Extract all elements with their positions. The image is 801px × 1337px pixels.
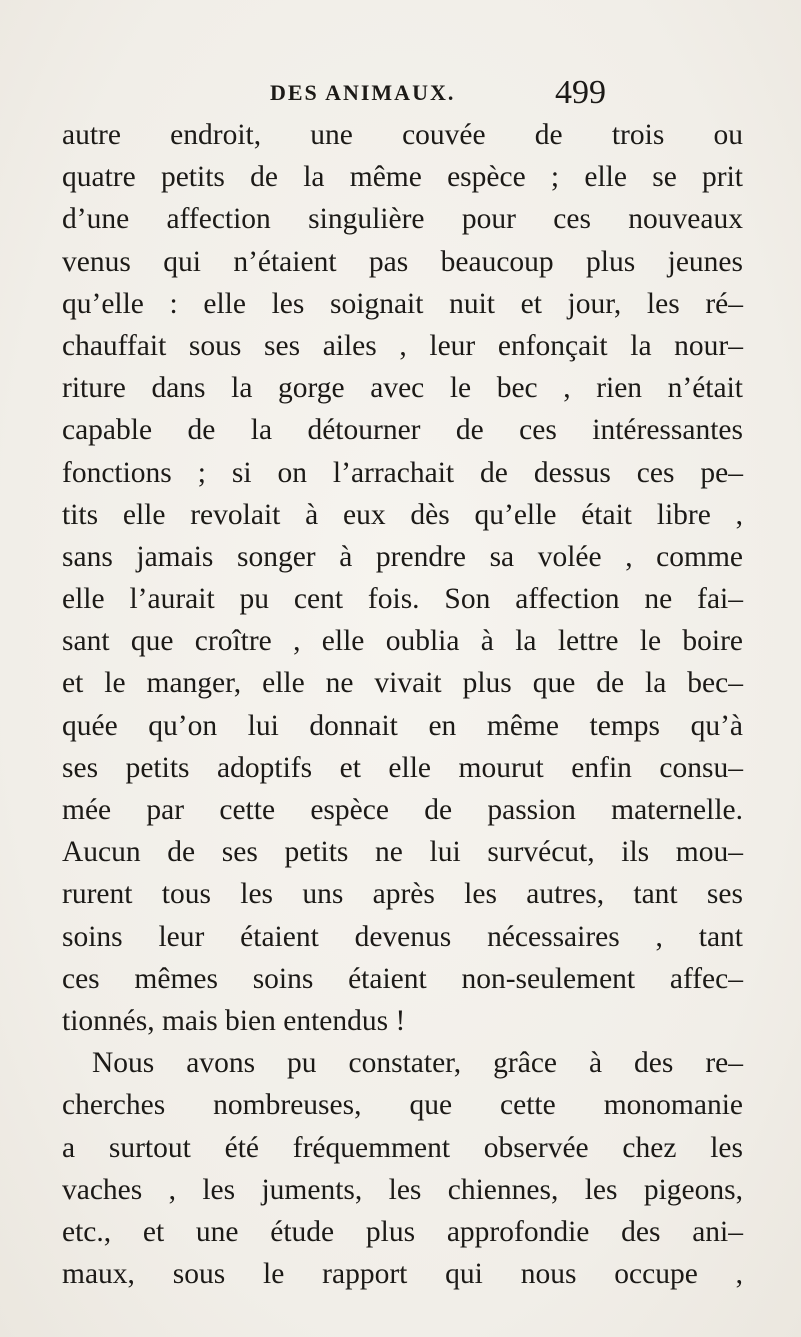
text-line: capable de la détourner de ces intéressantes <box>62 414 743 447</box>
text-line: a surtout été fréquemment observée chez les <box>62 1131 743 1164</box>
text-line: rurent tous les uns après les autres, tant ses <box>62 878 743 911</box>
running-head-title: DES ANIMAUX. <box>270 80 456 105</box>
text-line: ces mêmes soins étaient non-seulement affec– <box>62 962 743 995</box>
text-line: fonctions ; si on l’arrachait de dessus ces pe– <box>62 456 743 489</box>
text-line: cherches nombreuses, que cette monomanie <box>62 1089 743 1122</box>
text-line: venus qui n’étaient pas beaucoup plus jeunes <box>62 245 743 278</box>
paragraph-first-line: Nous avons pu constater, grâce à des re– <box>92 1047 743 1080</box>
text-line: et le manger, elle ne vivait plus que de la bec– <box>62 667 743 700</box>
text-line: etc., et une étude plus approfondie des ani– <box>62 1215 743 1248</box>
text-line: Aucun de ses petits ne lui survécut, ils mou– <box>62 836 743 869</box>
running-head <box>60 74 750 114</box>
text-line: d’une affection singulière pour ces nouveaux <box>62 203 743 236</box>
paragraph-last-line: tionnés, mais bien entendus ! <box>62 1004 406 1037</box>
text-line: vaches , les juments, les chiennes, les pigeons, <box>62 1173 743 1206</box>
text-line: sans jamais songer à prendre sa volée , comme <box>62 540 743 573</box>
text-line: tits elle revolait à eux dès qu’elle était libre , <box>62 498 743 531</box>
text-line: mée par cette espèce de passion maternelle. <box>62 794 743 826</box>
text-line: sant que croître , elle oublia à la lettre le boire <box>62 625 743 658</box>
text-line: qu’elle : elle les soignait nuit et jour, les ré– <box>62 287 743 320</box>
text-line: riture dans la gorge avec le bec , rien n’était <box>62 372 743 405</box>
text-line: chauffait sous ses ailes , leur enfonçait la nour– <box>62 329 743 362</box>
text-line: ses petits adoptifs et elle mourut enfin consu– <box>62 751 743 784</box>
text-line: soins leur étaient devenus nécessaires , tant <box>62 920 743 953</box>
text-line: quatre petits de la même espèce ; elle se prit <box>62 161 743 194</box>
text-line: maux, sous le rapport qui nous occupe , <box>62 1258 743 1291</box>
text-line: elle l’aurait pu cent fois. Son affection ne fai– <box>62 583 743 616</box>
body-text <box>62 114 743 1295</box>
page-number: 499 <box>555 74 606 111</box>
text-line: quée qu’on lui donnait en même temps qu’à <box>62 709 743 742</box>
text-line: autre endroit, une couvée de trois ou <box>62 119 743 151</box>
